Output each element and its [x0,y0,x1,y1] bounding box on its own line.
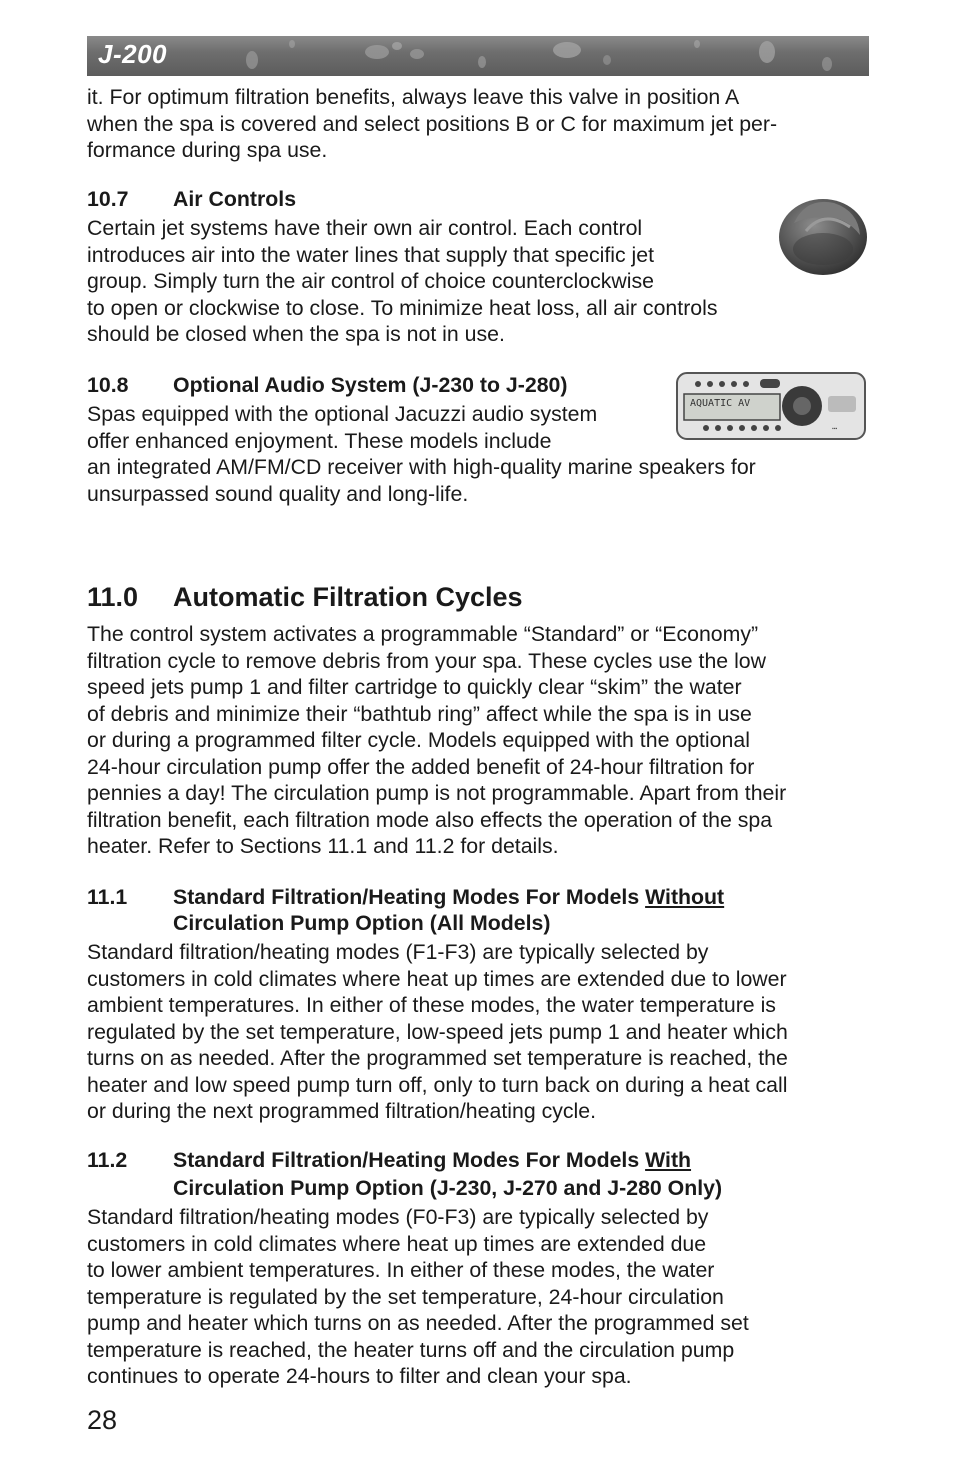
text-line: filtration cycle to remove debris from your spa. These cycles use the low [87,648,767,673]
text-line: ambient temperatures. In either of these modes, the water temperature is [87,993,776,1017]
section-title: Automatic Filtration Cycles [173,582,523,612]
text-line: an integrated AM/FM/CD receiver with high-quality marine speakers for [87,455,756,479]
text-line: offer enhanced enjoyment. These models include [87,428,552,453]
text-line: formance during spa use. [87,138,328,162]
header-title: J-200 [98,39,167,69]
section-title-emphasis: Without [645,885,725,909]
text-line: customers in cold climates where heat up times are extended due [87,1231,707,1256]
text-line: pump and heater which turns on as needed. After the programmed set [87,1311,749,1335]
text-line: continues to operate 24-hours to filter and clean your spa. [87,1364,632,1388]
text-line: should be closed when the spa is not in use. [87,322,505,346]
intro-paragraph [87,84,777,164]
text-line: speed jets pump 1 and filter cartridge to quickly clear “skim” the water [87,675,742,699]
header-bar [87,36,869,76]
text-line: Standard filtration/heating modes (F1-F3) are typically selected by [87,940,709,964]
section-title-emphasis: With [645,1148,692,1172]
section-11-2-body [87,1204,749,1390]
section-11-0-body [87,621,786,860]
text-line: to open or clockwise to close. To minimize heat loss, all air controls [87,295,718,320]
section-number: 11.2 [87,1148,128,1172]
text-line: turns on as needed. After the programmed set temperature is reached, the [87,1046,788,1070]
text-line: temperature is regulated by the set temperature, 24-hour circulation [87,1284,724,1309]
water-droplet-pattern [87,36,869,76]
text-line: Spas equipped with the optional Jacuzzi audio system [87,402,598,426]
section-number: 11.1 [87,885,128,909]
section-11-1-heading-line2: Circulation Pump Option (All Models) [173,911,551,935]
air-control-knob-image [776,187,870,279]
section-number: 10.8 [87,373,129,397]
text-line: it. For optimum filtration benefits, always leave this valve in position A [87,85,740,109]
section-10-8-heading [87,371,567,399]
section-number: 11.0 [87,582,139,612]
section-11-1-heading [87,883,724,911]
text-line: heater and low speed pump turn off, only to turn back on during a heat call [87,1072,788,1097]
section-10-8-body [87,401,756,507]
text-line: of debris and minimize their “bathtub ring” affect while the spa is in use [87,701,752,726]
page-number: 28 [87,1405,118,1435]
text-line: when the spa is covered and select positions B or C for maximum jet per- [87,111,778,136]
svg-text:▪▪▪: ▪▪▪ [832,426,838,432]
section-title: Air Controls [173,187,297,211]
radio-display-text: AQUATIC AV [690,398,751,409]
text-line: 24-hour circulation pump offer the added benefit of 24-hour filtration for [87,754,755,779]
section-title: Optional Audio System (J-230 to J-280) [173,373,568,397]
text-line: temperature is reached, the heater turns off and the circulation pump [87,1337,735,1362]
section-10-7-heading [87,185,296,213]
section-title-part: Standard Filtration/Heating Modes For Models [173,885,646,909]
text-line: to lower ambient temperatures. In either of these modes, the water [87,1258,715,1282]
text-line: regulated by the set temperature, low-speed jets pump 1 and heater which [87,1019,788,1044]
section-11-2-heading [87,1146,691,1174]
text-line: Standard filtration/heating modes (F0-F3) are typically selected by [87,1205,709,1229]
section-11-0-heading [87,582,523,613]
section-title-part: Standard Filtration/Heating Modes For Models [173,1148,646,1172]
text-line: The control system activates a programmable “Standard” or “Economy” [87,622,759,646]
text-line: group. Simply turn the air control of choice counterclockwise [87,269,654,293]
text-line: Certain jet systems have their own air control. Each control [87,216,643,240]
text-line: heater. Refer to Sections 11.1 and 11.2 for details. [87,834,559,858]
text-line: unsurpassed sound quality and long-life. [87,481,469,506]
audio-receiver-image [676,372,866,440]
text-line: pennies a day! The circulation pump is not programmable. Apart from their [87,781,787,805]
section-number: 10.7 [87,187,129,211]
text-line: customers in cold climates where heat up times are extended due to lower [87,966,787,991]
text-line: or during the next programmed filtration/heating cycle. [87,1099,597,1123]
text-line: filtration benefit, each filtration mode also effects the operation of the spa [87,807,773,832]
section-11-2-heading-line2: Circulation Pump Option (J-230, J-270 and J-280 Only) [173,1176,723,1200]
section-11-1-body [87,939,788,1125]
text-line: introduces air into the water lines that supply that specific jet [87,242,655,267]
section-10-7-body [87,215,718,348]
text-line: or during a programmed filter cycle. Models equipped with the optional [87,728,750,752]
